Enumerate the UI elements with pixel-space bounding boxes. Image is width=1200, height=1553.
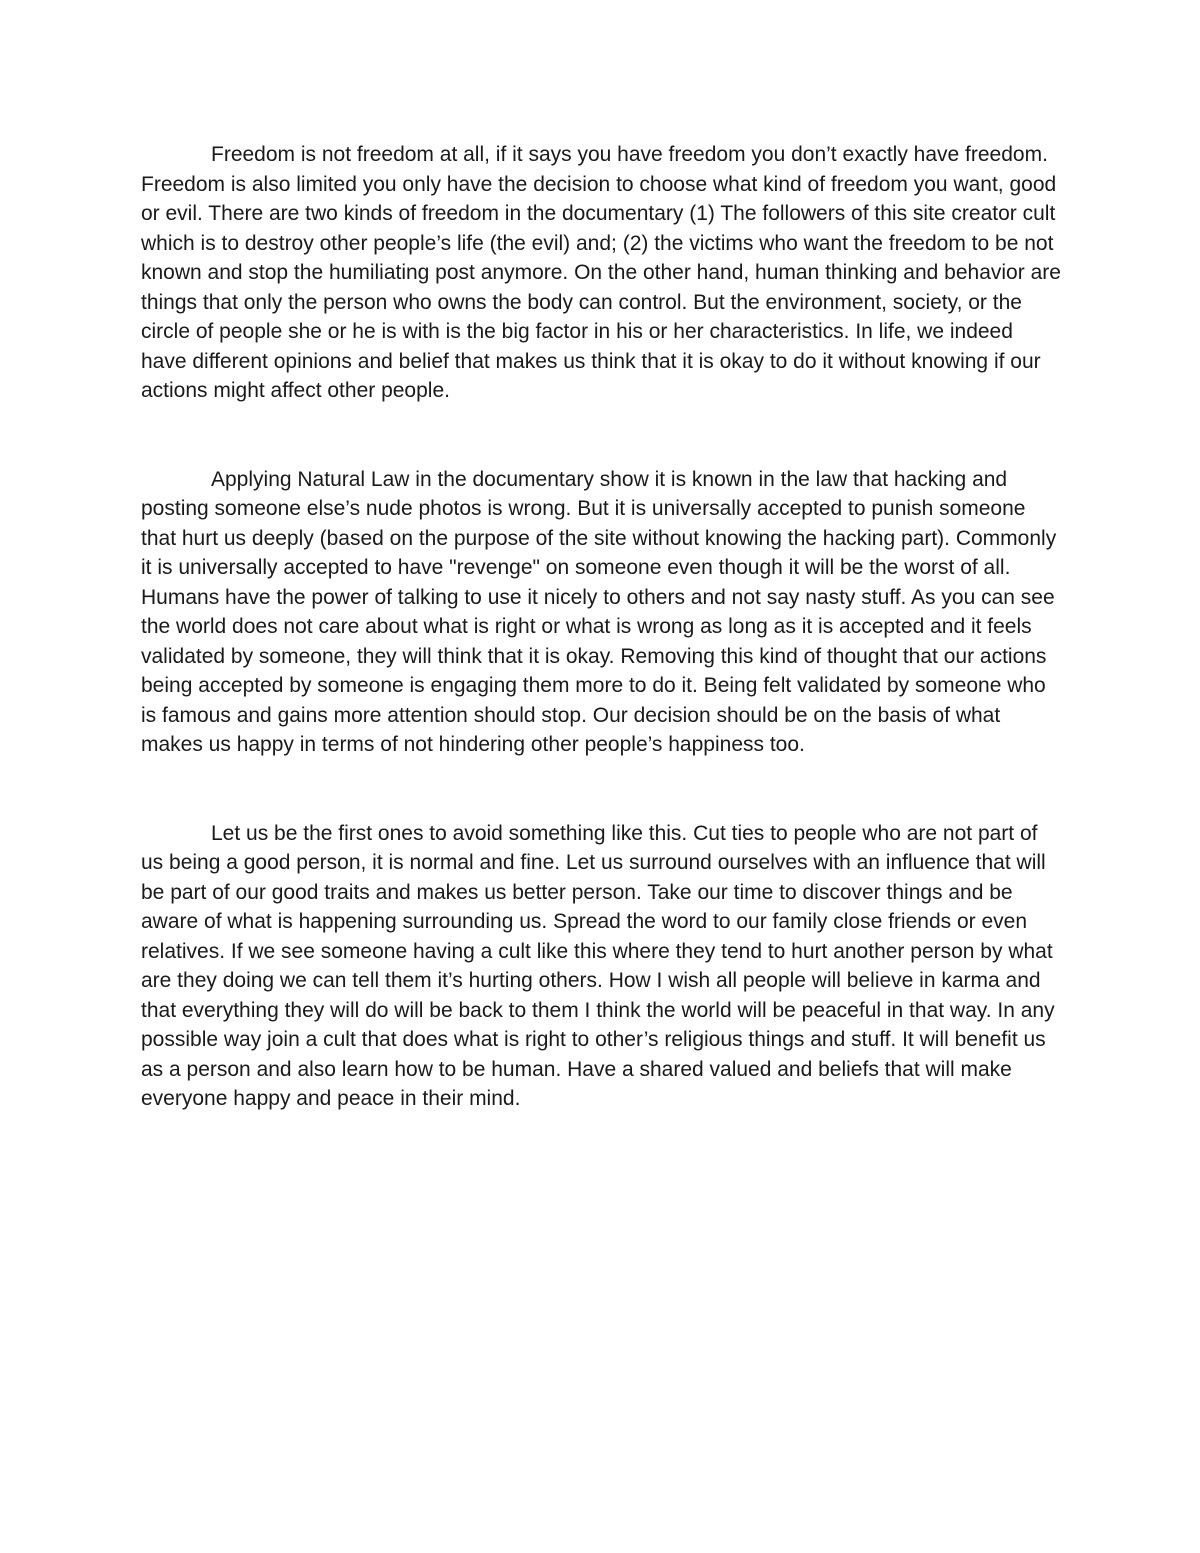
document-body [141, 140, 1061, 1114]
paragraph-avoid-cult: Let us be the first ones to avoid something like this. Cut ties to people who are not part of us being a good person, it is normal and fine. Let us surround ourselves with an influence that will be part of our good traits and makes us better person. Take our time to discover things and be aware of what is happening surrounding us. Spread the word to our family close friends or even relatives. If we see someone having a cult like this where they tend to hurt another person by what are they doing we can tell them it’s hurting others. How I wish all people will believe in karma and that everything they will do will be back to them I think the world will be peaceful in that way. In any possible way join a cult that does what is right to other’s religious things and stuff. It will benefit us as a person and also learn how to be human. Have a shared valued and beliefs that will make everyone happy and peace in their mind. [141, 821, 1055, 1110]
paragraph-natural-law: Applying Natural Law in the documentary show it is known in the law that hacking and posting someone else’s nude photos is wrong. But it is universally accepted to punish someone that hurt us deeply (based on the purpose of the site without knowing the hacking part). Commonly it is universally accepted to have "revenge" on someone even though it will be the worst of all. Humans have the power of talking to use it nicely to others and not say nasty stuff. As you can see the world does not care about what is right or what is wrong as long as it is accepted and it feels validated by someone, they will think that it is okay. Removing this kind of thought that our actions being accepted by someone is engaging them more to do it. Being felt validated by someone who is famous and gains more attention should stop. Our decision should be on the basis of what makes us happy in terms of not hindering other people’s happiness too. [141, 467, 1057, 756]
paragraph-freedom: Freedom is not freedom at all, if it says you have freedom you don’t exactly have freedom. Freedom is also limited you only have the decision to choose what kind of freedom you want, good or evil. There are two kinds of freedom in the documentary (1) The followers of this site creator cult which is to destroy other people’s life (the evil) and; (2) the victims who want the freedom to be not known and stop the humiliating post anymore. On the other hand, human thinking and behavior are things that only the person who owns the body can control. But the environment, society, or the circle of people she or he is with is the big factor in his or her characteristics. In life, we indeed have different opinions and belief that makes us think that it is okay to do it without knowing if our actions might affect other people. [141, 143, 1061, 402]
